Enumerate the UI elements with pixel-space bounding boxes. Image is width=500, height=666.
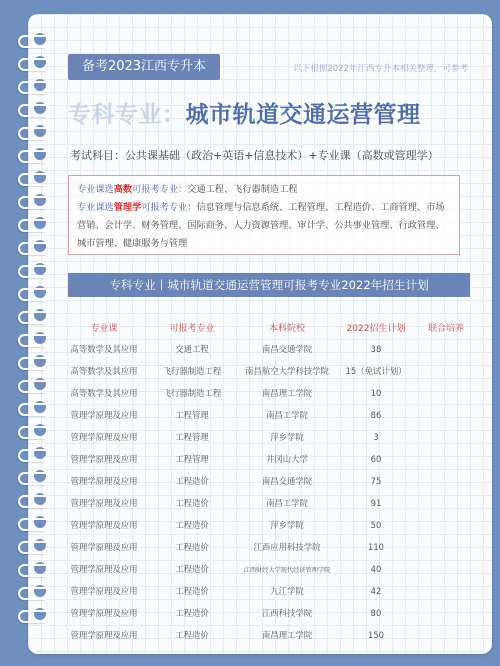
binding-loop bbox=[18, 58, 46, 71]
math-track-majors: 交通工程、飞行器制造工程 bbox=[187, 184, 298, 195]
cell-major: 工程造价 bbox=[175, 498, 209, 508]
binding-loop bbox=[18, 426, 46, 439]
binding-ring bbox=[14, 375, 50, 395]
cell-university: 南昌航空大学科技学院 bbox=[245, 366, 329, 376]
cell-course: 管理学原理及应用 bbox=[70, 454, 138, 464]
table-row bbox=[60, 536, 478, 558]
binding-ring bbox=[14, 214, 50, 234]
math-track-line bbox=[77, 181, 451, 199]
cell-joint bbox=[414, 514, 478, 536]
table-row bbox=[60, 360, 478, 382]
binding-ring bbox=[14, 352, 50, 372]
binding-ring bbox=[14, 490, 50, 510]
cell-plan: 91 bbox=[370, 498, 382, 508]
cell-plan: 80 bbox=[370, 608, 382, 618]
binding-loop bbox=[18, 564, 46, 577]
cell-plan: 60 bbox=[370, 454, 382, 464]
binding-ring bbox=[14, 53, 50, 73]
table-row bbox=[60, 558, 478, 580]
binding-loop bbox=[18, 265, 46, 278]
table-row bbox=[60, 602, 478, 624]
management-track-lead-b: 可报考专业： bbox=[141, 202, 197, 213]
management-track-line bbox=[77, 199, 451, 253]
cell-course: 管理学原理及应用 bbox=[70, 608, 138, 618]
source-note: 以下根据2022年江西专升本相关整理，可参考 bbox=[293, 64, 468, 74]
binding-ring bbox=[14, 30, 50, 50]
table-row bbox=[60, 338, 478, 360]
table-row bbox=[60, 492, 478, 514]
binding-ring bbox=[14, 467, 50, 487]
cell-joint bbox=[414, 426, 478, 448]
cell-course: 管理学原理及应用 bbox=[70, 410, 138, 420]
spiral-binding bbox=[14, 30, 54, 630]
binding-ring bbox=[14, 559, 50, 579]
binding-ring bbox=[14, 122, 50, 142]
cell-course: 管理学原理及应用 bbox=[70, 498, 138, 508]
cell-course: 管理学原理及应用 bbox=[70, 432, 138, 442]
table-row bbox=[60, 470, 478, 492]
cell-university: 南昌理工学院 bbox=[261, 388, 313, 398]
binding-loop bbox=[18, 150, 46, 163]
binding-ring bbox=[14, 536, 50, 556]
binding-ring bbox=[14, 306, 50, 326]
binding-ring bbox=[14, 398, 50, 418]
cell-university: 江西财经大学现代经济管理学院 bbox=[243, 566, 331, 574]
table-row bbox=[60, 580, 478, 602]
binding-loop bbox=[18, 35, 46, 48]
binding-ring bbox=[14, 444, 50, 464]
cell-university: 南昌交通学院 bbox=[261, 344, 313, 354]
enrollment-plan-table bbox=[60, 316, 478, 646]
binding-ring bbox=[14, 421, 50, 441]
binding-ring bbox=[14, 76, 50, 96]
page-title bbox=[68, 96, 488, 129]
binding-loop bbox=[18, 127, 46, 140]
binding-ring bbox=[14, 329, 50, 349]
cell-joint bbox=[414, 360, 478, 382]
cell-plan: 50 bbox=[370, 520, 382, 530]
binding-loop bbox=[18, 449, 46, 462]
cell-major: 工程管理 bbox=[175, 410, 209, 420]
table-row bbox=[60, 426, 478, 448]
title-prefix: 专科专业： bbox=[68, 102, 186, 128]
management-track-lead-a: 专业课选 bbox=[77, 202, 114, 213]
cell-major: 工程造价 bbox=[175, 630, 209, 640]
binding-ring bbox=[14, 260, 50, 280]
cell-major: 工程造价 bbox=[175, 520, 209, 530]
math-track-highlight: 高数 bbox=[113, 184, 133, 195]
binding-loop bbox=[18, 81, 46, 94]
cell-joint bbox=[414, 624, 478, 646]
math-track-lead-a: 专业课选 bbox=[77, 184, 114, 195]
cell-course: 高等数学及其应用 bbox=[70, 366, 138, 376]
binding-ring bbox=[14, 145, 50, 165]
cell-plan: 3 bbox=[373, 432, 379, 442]
management-track-highlight: 管理学 bbox=[113, 202, 142, 213]
cell-joint bbox=[414, 602, 478, 624]
binding-loop bbox=[18, 311, 46, 324]
cell-major: 飞行器制造工程 bbox=[162, 366, 222, 376]
binding-loop bbox=[18, 334, 46, 347]
binding-ring bbox=[14, 99, 50, 119]
binding-ring bbox=[14, 237, 50, 257]
cell-joint bbox=[414, 470, 478, 492]
cell-course: 管理学原理及应用 bbox=[70, 586, 138, 596]
cell-plan: 110 bbox=[368, 542, 384, 552]
binding-loop bbox=[18, 219, 46, 232]
eligible-majors-box bbox=[68, 175, 460, 255]
cell-university: 井冈山大学 bbox=[266, 454, 308, 464]
cell-university: 萍乡学院 bbox=[270, 432, 304, 442]
binding-ring bbox=[14, 283, 50, 303]
cell-plan: 86 bbox=[370, 410, 382, 420]
binding-loop bbox=[18, 495, 46, 508]
table-row bbox=[60, 624, 478, 646]
cell-joint bbox=[414, 536, 478, 558]
cell-major: 工程管理 bbox=[175, 454, 209, 464]
table-header-row bbox=[60, 316, 478, 338]
binding-loop bbox=[18, 196, 46, 209]
binding-loop bbox=[18, 357, 46, 370]
management-track-lead bbox=[77, 202, 196, 213]
table-row bbox=[60, 404, 478, 426]
table-row bbox=[60, 514, 478, 536]
cell-university: 江西科技学院 bbox=[261, 608, 313, 618]
cell-university: 南昌交通学院 bbox=[261, 476, 313, 486]
cell-plan: 42 bbox=[370, 586, 382, 596]
cell-university: 南昌理工学院 bbox=[261, 630, 313, 640]
binding-ring bbox=[14, 605, 50, 625]
table-body bbox=[60, 338, 478, 646]
cell-plan: 150 bbox=[368, 630, 384, 640]
cell-plan: 38 bbox=[370, 344, 382, 354]
binding-loop bbox=[18, 403, 46, 416]
cell-university: 南昌工学院 bbox=[266, 410, 308, 420]
binding-loop bbox=[18, 288, 46, 301]
cell-university: 九江学院 bbox=[270, 586, 304, 596]
cell-major: 飞行器制造工程 bbox=[162, 388, 222, 398]
cell-joint bbox=[414, 558, 478, 580]
binding-loop bbox=[18, 472, 46, 485]
cell-joint bbox=[414, 492, 478, 514]
cell-course: 高等数学及其应用 bbox=[70, 344, 138, 354]
header-joint: 联合培养 bbox=[427, 323, 464, 334]
cell-joint bbox=[414, 448, 478, 470]
table-row bbox=[60, 448, 478, 470]
cell-major: 工程造价 bbox=[175, 564, 209, 574]
cell-major: 工程造价 bbox=[175, 608, 209, 618]
cell-university: 南昌工学院 bbox=[266, 498, 308, 508]
cell-major: 工程造价 bbox=[175, 476, 209, 486]
math-track-lead bbox=[77, 184, 187, 195]
binding-loop bbox=[18, 380, 46, 393]
exam-subjects: 考试科目：公共课基础（政治+英语+信息技术）+专业课（高数或管理学） bbox=[70, 149, 439, 162]
cell-major: 工程管理 bbox=[175, 432, 209, 442]
cell-course: 管理学原理及应用 bbox=[70, 476, 138, 486]
binding-loop bbox=[18, 173, 46, 186]
header-plan: 2022招生计划 bbox=[346, 323, 406, 334]
header-major: 可报考专业 bbox=[169, 323, 215, 334]
cell-plan: 40 bbox=[370, 564, 382, 574]
binding-ring bbox=[14, 191, 50, 211]
cell-joint bbox=[414, 382, 478, 404]
header-university: 本科院校 bbox=[268, 323, 305, 334]
binding-ring bbox=[14, 513, 50, 533]
header-course: 专业课 bbox=[90, 323, 118, 334]
cell-course: 高等数学及其应用 bbox=[70, 388, 138, 398]
cell-course: 管理学原理及应用 bbox=[70, 630, 138, 640]
binding-loop bbox=[18, 587, 46, 600]
binding-loop bbox=[18, 541, 46, 554]
cell-university: 江西应用科技学院 bbox=[253, 542, 321, 552]
cell-plan: 15（免试计划） bbox=[345, 366, 407, 376]
management-track-majors: 信息管理与信息系统、工程管理、工程造价、工商管理、市场营销、会计学、财务管理、国际商务、人力资源管理、审计学、公共事业管理、行政管理、城市管理、健康服务与管理 bbox=[77, 202, 445, 249]
binding-loop bbox=[18, 518, 46, 531]
cell-major: 工程造价 bbox=[175, 542, 209, 552]
cell-course: 管理学原理及应用 bbox=[70, 542, 138, 552]
cell-plan: 75 bbox=[370, 476, 382, 486]
cell-university: 萍乡学院 bbox=[270, 520, 304, 530]
table-row bbox=[60, 382, 478, 404]
header-tag: 备考2023江西专升本 bbox=[68, 54, 220, 80]
binding-loop bbox=[18, 104, 46, 117]
section-banner: 专科专业丨城市轨道交通运营管理可报考专业2022年招生计划 bbox=[68, 273, 470, 297]
binding-loop bbox=[18, 242, 46, 255]
cell-joint bbox=[414, 580, 478, 602]
binding-loop bbox=[18, 610, 46, 623]
title-main: 城市轨道交通运营管理 bbox=[185, 102, 421, 128]
binding-ring bbox=[14, 582, 50, 602]
binding-ring bbox=[14, 168, 50, 188]
cell-joint bbox=[414, 404, 478, 426]
cell-course: 管理学原理及应用 bbox=[70, 520, 138, 530]
cell-plan: 10 bbox=[370, 388, 382, 398]
cell-major: 工程造价 bbox=[175, 586, 209, 596]
cell-course: 管理学原理及应用 bbox=[70, 564, 138, 574]
math-track-lead-b: 可报考专业： bbox=[132, 184, 188, 195]
cell-major: 交通工程 bbox=[175, 344, 209, 354]
cell-joint bbox=[414, 338, 478, 360]
